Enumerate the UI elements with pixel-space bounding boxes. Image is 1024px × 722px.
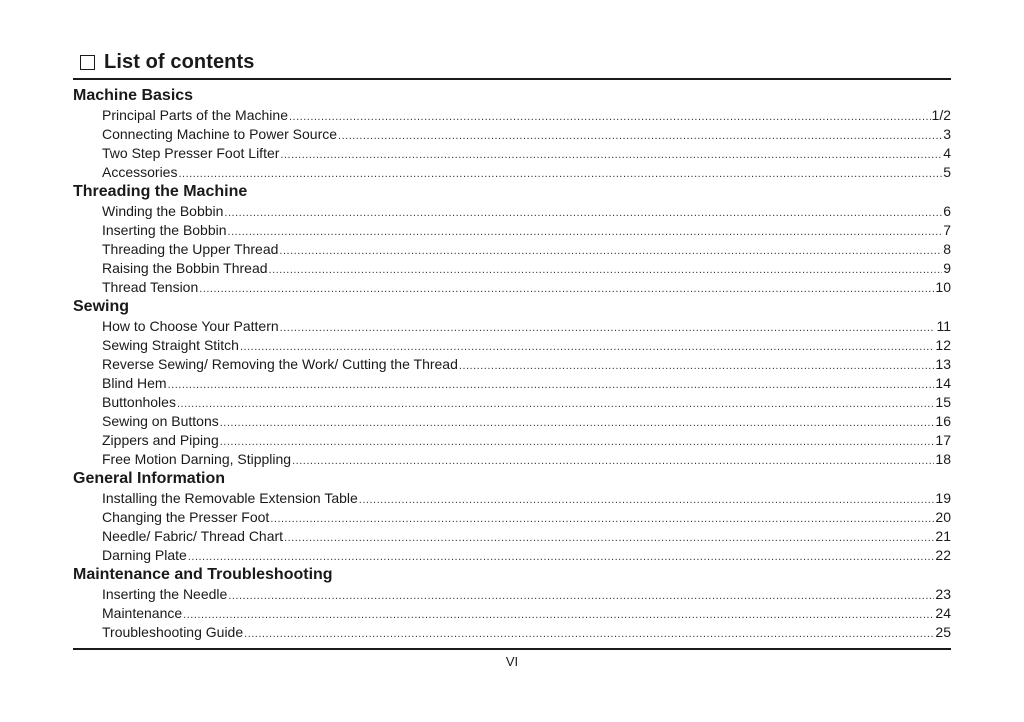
contents-entry [73, 355, 951, 374]
contents-entry [73, 393, 951, 412]
section-heading: Maintenance and Troubleshooting [73, 566, 333, 583]
contents-entry [73, 163, 951, 182]
dot-leader [183, 604, 934, 625]
contents-entry [73, 604, 951, 623]
checkbox-icon [80, 55, 95, 70]
contents-section [73, 469, 951, 565]
entry-label: Accessories [102, 164, 178, 180]
entry-label: Changing the Presser Foot [102, 509, 270, 525]
entry-label: Zippers and Piping [102, 432, 219, 448]
contents-page [73, 48, 951, 669]
section-heading: Machine Basics [73, 87, 194, 104]
dot-leader [178, 163, 942, 184]
entry-label: Needle/ Fabric/ Thread Chart [102, 528, 284, 544]
entry-label: Thread Tension [102, 279, 199, 295]
dot-leader [244, 623, 934, 644]
contents-entry [73, 259, 951, 278]
entry-label: Reverse Sewing/ Removing the Work/ Cutting the Thread [102, 356, 458, 372]
contents-entry [73, 106, 951, 125]
entry-label: Installing the Removable Extension Table [102, 490, 358, 506]
entry-page-number: 19 [935, 490, 951, 506]
dot-leader [289, 106, 931, 127]
contents-entry [73, 125, 951, 144]
entry-page-number: 18 [935, 451, 951, 467]
page-title: List of contents [104, 50, 255, 73]
entry-label: Inserting the Needle [102, 586, 228, 602]
section-heading: Threading the Machine [73, 183, 248, 200]
contents-entry [73, 374, 951, 393]
contents-entry [73, 546, 951, 565]
entry-page-number: 21 [935, 528, 951, 544]
dot-leader [228, 585, 934, 606]
entry-page-number: 1/2 [931, 107, 951, 123]
entry-label: Winding the Bobbin [102, 203, 224, 219]
dot-leader [220, 412, 935, 433]
entry-label: Sewing Straight Stitch [102, 337, 239, 353]
entry-label: Inserting the Bobbin [102, 222, 227, 238]
page-number: VI [505, 654, 519, 669]
dot-leader [224, 202, 942, 223]
section-heading: General Information [73, 470, 226, 487]
entry-page-number: 9 [943, 260, 951, 276]
contents-entry [73, 508, 951, 527]
dot-leader [292, 450, 934, 471]
entry-label: Free Motion Darning, Stippling [102, 451, 292, 467]
top-divider [73, 78, 951, 80]
bottom-divider [73, 648, 951, 650]
dot-leader [240, 336, 934, 357]
entry-label: Buttonholes [102, 394, 176, 410]
entry-label: Sewing on Buttons [102, 413, 219, 429]
dot-leader [228, 221, 943, 242]
dot-leader [188, 546, 935, 567]
entry-page-number: 25 [935, 624, 951, 640]
dot-leader [359, 489, 935, 510]
contents-entry [73, 527, 951, 546]
contents-entry [73, 278, 951, 297]
entry-label: Two Step Presser Foot Lifter [102, 145, 280, 161]
entry-page-number: 11 [936, 318, 951, 334]
entry-label: Principal Parts of the Machine [102, 107, 288, 123]
entry-label: Connecting Machine to Power Source [102, 126, 338, 142]
entry-label: How to Choose Your Pattern [102, 318, 279, 334]
dot-leader [280, 317, 936, 338]
entry-page-number: 17 [935, 432, 951, 448]
entry-page-number: 4 [943, 145, 951, 161]
entry-label: Raising the Bobbin Thread [102, 260, 268, 276]
entry-label: Troubleshooting Guide [102, 624, 244, 640]
contents-entry [73, 585, 951, 604]
entry-page-number: 12 [935, 337, 951, 353]
contents-section [73, 565, 951, 642]
contents-entry [73, 221, 951, 240]
dot-leader [177, 393, 934, 414]
entry-page-number: 16 [935, 413, 951, 429]
contents-sections [73, 86, 951, 642]
contents-entry [73, 450, 951, 469]
entry-page-number: 20 [935, 509, 951, 525]
contents-section [73, 182, 951, 297]
dot-leader [269, 259, 943, 280]
entry-page-number: 10 [935, 279, 951, 295]
dot-leader [459, 355, 935, 376]
entry-page-number: 7 [943, 222, 951, 238]
contents-entry [73, 336, 951, 355]
contents-section [73, 86, 951, 182]
entry-page-number: 13 [935, 356, 951, 372]
entry-label: Blind Hem [102, 375, 167, 391]
entry-label: Threading the Upper Thread [102, 241, 279, 257]
entry-page-number: 3 [943, 126, 951, 142]
entry-label: Darning Plate [102, 547, 187, 563]
dot-leader [284, 527, 934, 548]
dot-leader [280, 144, 942, 165]
section-heading: Sewing [73, 298, 130, 315]
dot-leader [270, 508, 934, 529]
entry-page-number: 22 [935, 547, 951, 563]
dot-leader [199, 278, 934, 299]
entry-page-number: 14 [935, 375, 951, 391]
contents-entry [73, 202, 951, 221]
dot-leader [338, 125, 942, 146]
entry-page-number: 15 [935, 394, 951, 410]
dot-leader [168, 374, 935, 395]
title-row [73, 48, 951, 76]
entry-page-number: 8 [943, 241, 951, 257]
entry-page-number: 6 [943, 203, 951, 219]
dot-leader [279, 240, 942, 261]
contents-section [73, 297, 951, 469]
entry-page-number: 5 [943, 164, 951, 180]
entry-page-number: 23 [935, 586, 951, 602]
entry-page-number: 24 [935, 605, 951, 621]
entry-label: Maintenance [102, 605, 183, 621]
contents-entry [73, 431, 951, 450]
contents-entry [73, 240, 951, 259]
contents-entry [73, 489, 951, 508]
contents-entry [73, 623, 951, 642]
dot-leader [220, 431, 935, 452]
contents-entry [73, 317, 951, 336]
contents-entry [73, 412, 951, 431]
contents-entry [73, 144, 951, 163]
